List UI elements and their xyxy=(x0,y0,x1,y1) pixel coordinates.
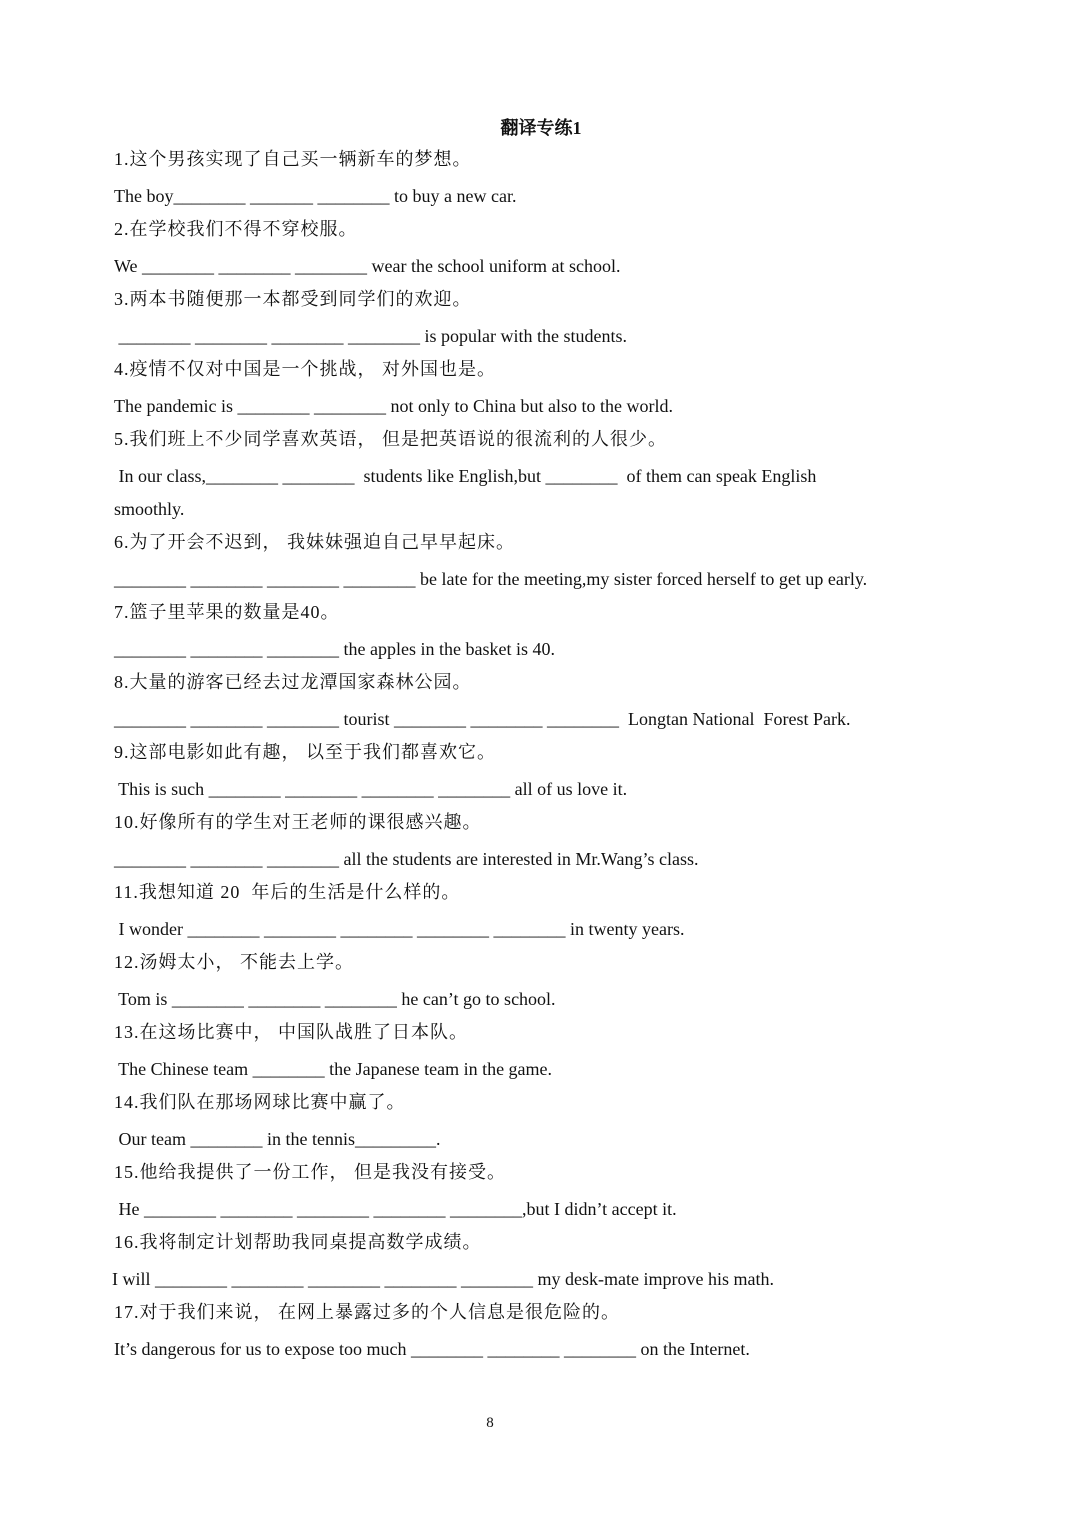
q8-english: ________ ________ ________ tourist ________ ________ ________ Longtan National Forest Park. xyxy=(114,709,851,729)
q4-english: The pandemic is ________ ________ not only to China but also to the world. xyxy=(114,396,673,416)
q10-chinese: 10.好像所有的学生对王老师的课很感兴趣。 xyxy=(114,812,482,832)
q4-chinese: 4.疫情不仅对中国是一个挑战， 对外国也是。 xyxy=(114,359,496,379)
q7-english: ________ ________ ________ the apples in the basket is 40. xyxy=(114,639,555,659)
q16-english: I will ________ ________ ________ ________ ________ my desk-mate improve his math. xyxy=(112,1269,774,1289)
q8-chinese: 8.大量的游客已经去过龙潭国家森林公园。 xyxy=(114,672,472,692)
q5-english: In our class,________ ________ students like English,but ________ of them can speak English xyxy=(114,466,817,486)
q6-chinese: 6.为了开会不迟到， 我妹妹强迫自己早早起床。 xyxy=(114,532,515,552)
page-title: 翻译专练1 xyxy=(500,118,582,138)
q5-english-cont: smoothly. xyxy=(114,499,185,519)
q17-english: It’s dangerous for us to expose too much ________ ________ ________ on the Internet. xyxy=(114,1339,750,1359)
q17-chinese: 17.对于我们来说， 在网上暴露过多的个人信息是很危险的。 xyxy=(114,1302,620,1322)
q15-chinese: 15.他给我提供了一份工作， 但是我没有接受。 xyxy=(114,1162,506,1182)
q9-chinese: 9.这部电影如此有趣， 以至于我们都喜欢它。 xyxy=(114,742,496,762)
q9-english: This is such ________ ________ ________ ________ all of us love it. xyxy=(114,779,628,799)
q2-chinese: 2.在学校我们不得不穿校服。 xyxy=(114,219,358,239)
q11-english: I wonder ________ ________ ________ ________ ________ in twenty years. xyxy=(114,919,685,939)
q7-chinese: 7.篮子里苹果的数量是40。 xyxy=(114,602,340,622)
page-number: 8 xyxy=(486,1415,494,1431)
q3-english: ________ ________ ________ ________ is popular with the students. xyxy=(114,326,627,346)
q12-english: Tom is ________ ________ ________ he can’t go to school. xyxy=(114,989,556,1009)
q14-english: Our team ________ in the tennis_________. xyxy=(114,1129,441,1149)
q1-chinese: 1.这个男孩实现了自己买一辆新车的梦想。 xyxy=(114,149,472,169)
q3-chinese: 3.两本书随便那一本都受到同学们的欢迎。 xyxy=(114,289,472,309)
q10-english: ________ ________ ________ all the students are interested in Mr.Wang’s class. xyxy=(114,849,699,869)
q6-english: ________ ________ ________ ________ be late for the meeting,my sister forced herself to get up early. xyxy=(114,569,868,589)
q11-chinese: 11.我想知道 20 年后的生活是什么样的。 xyxy=(114,882,461,902)
q15-english: He ________ ________ ________ ________ ________,but I didn’t accept it. xyxy=(114,1199,677,1219)
q12-chinese: 12.汤姆太小， 不能去上学。 xyxy=(114,952,354,972)
q16-chinese: 16.我将制定计划帮助我同桌提高数学成绩。 xyxy=(114,1232,482,1252)
q2-english: We ________ ________ ________ wear the school uniform at school. xyxy=(114,256,621,276)
q14-chinese: 14.我们队在那场网球比赛中赢了。 xyxy=(114,1092,406,1112)
q13-chinese: 13.在这场比赛中， 中国队战胜了日本队。 xyxy=(114,1022,468,1042)
q5-chinese: 5.我们班上不少同学喜欢英语， 但是把英语说的很流利的人很少。 xyxy=(114,429,667,449)
q13-english: The Chinese team ________ the Japanese team in the game. xyxy=(114,1059,553,1079)
q1-english: The boy________ _______ ________ to buy a new car. xyxy=(114,186,517,206)
